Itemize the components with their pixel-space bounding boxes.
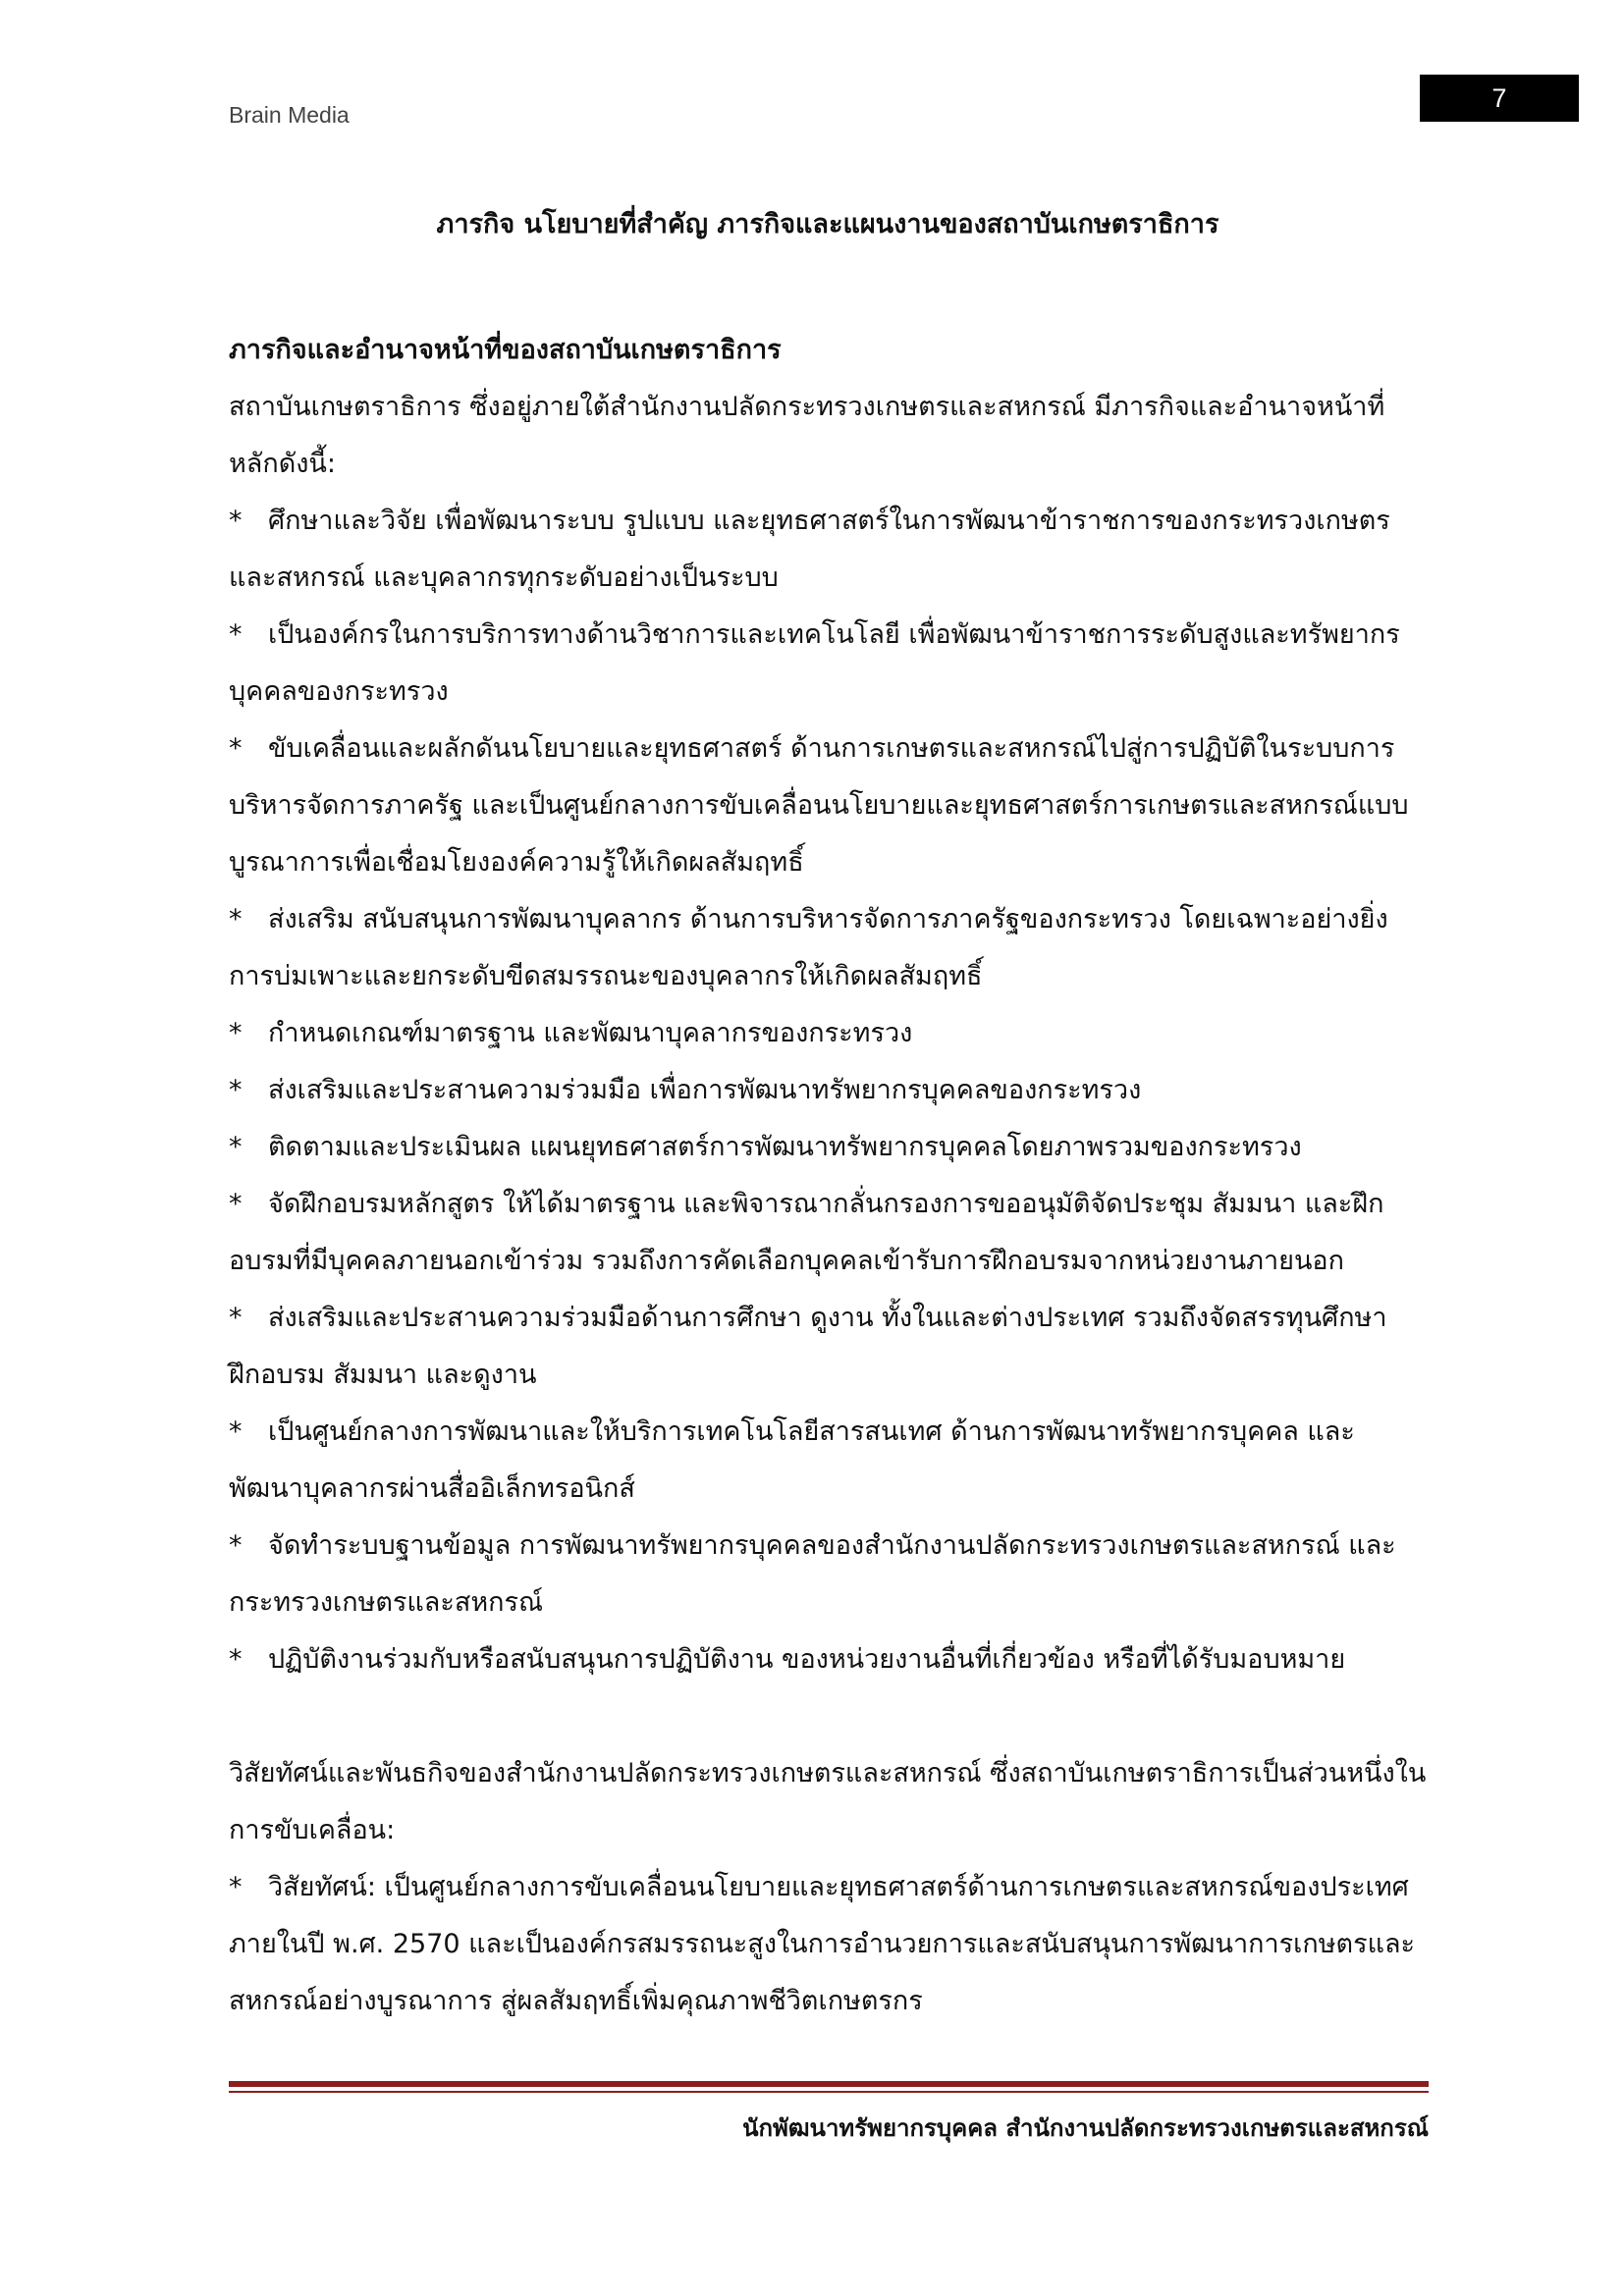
page-number-box <box>1420 75 1579 122</box>
list-item-text: กำหนดเกณฑ์มาตรฐาน และพัฒนาบุคลากรของกระทรวง <box>268 1018 913 1048</box>
list-item-text: จัดฝึกอบรมหลักสูตร ให้ได้มาตรฐาน และพิจารณากลั่นกรองการขออนุมัติจัดประชุม สัมมนา และฝึกอบรมที่มีบุคคลภายนอกเข้าร่วม รวมถึงการคัดเลือกบุคคลเข้ารับการฝึกอบรมจากหน่วยงานภายนอก <box>229 1189 1384 1276</box>
list-item <box>229 1518 1427 1631</box>
list-item <box>229 1859 1427 2030</box>
bullet-star: * <box>229 733 243 764</box>
list-item <box>229 1062 1427 1119</box>
list-item <box>229 1631 1427 1688</box>
list-item-text: เป็นศูนย์กลางการพัฒนาและให้บริการเทคโนโลยีสารสนเทศ ด้านการพัฒนาทรัพยากรบุคคล และพัฒนาบุคลากรผ่านสื่ออิเล็กทรอนิกส์ <box>229 1416 1355 1504</box>
list-item <box>229 1404 1427 1518</box>
brand-name: Brain Media <box>229 102 350 128</box>
list-item-text: ศึกษาและวิจัย เพื่อพัฒนาระบบ รูปแบบ และยุทธศาสตร์ในการพัฒนาข้าราชการของกระทรวงเกษตรและสหกรณ์ และบุคลากรทุกระดับอย่างเป็นระบบ <box>229 506 1390 593</box>
vision-intro: วิสัยทัศน์และพันธกิจของสำนักงานปลัดกระทรวงเกษตรและสหกรณ์ ซึ่งสถาบันเกษตราธิการเป็นส่วนหนึ่งในการขับเคลื่อน: <box>229 1758 1427 1845</box>
bullet-star: * <box>229 1872 243 1902</box>
document-title: ภารกิจ นโยบายที่สำคัญ ภารกิจและแผนงานของสถาบันเกษตราธิการ <box>436 209 1219 240</box>
bullet-star: * <box>229 1416 243 1447</box>
footer-text: นักพัฒนาทรัพยากรบุคคล สำนักงานปลัดกระทรวงเกษตรและสหกรณ์ <box>742 2113 1429 2142</box>
bullet-star: * <box>229 1189 243 1219</box>
list-item-text: จัดทำระบบฐานข้อมูล การพัฒนาทรัพยากรบุคคลของสำนักงานปลัดกระทรวงเกษตรและสหกรณ์ และกระทรวงเกษตรและสหกรณ์ <box>229 1530 1396 1618</box>
bullet-star: * <box>229 1303 243 1333</box>
list-item <box>229 1176 1427 1290</box>
section-heading: ภารกิจและอำนาจหน้าที่ของสถาบันเกษตราธิการ <box>229 335 782 365</box>
list-item <box>229 1290 1427 1404</box>
list-item-text: ส่งเสริม สนับสนุนการพัฒนาบุคลากร ด้านการบริหารจัดการภาครัฐของกระทรวง โดยเฉพาะอย่างยิ่งการบ่มเพาะและยกระดับขีดสมรรถนะของบุคลากรให้เกิดผลสัมฤทธิ์ <box>229 904 1388 991</box>
bullet-star: * <box>229 1530 243 1561</box>
list-item <box>229 721 1427 891</box>
bullet-star: * <box>229 1075 243 1105</box>
list-item <box>229 1005 1427 1062</box>
section-intro: สถาบันเกษตราธิการ ซึ่งอยู่ภายใต้สำนักงานปลัดกระทรวงเกษตรและสหกรณ์ มีภารกิจและอำนาจหน้าที่หลักดังนี้: <box>229 392 1385 479</box>
list-item-text: เป็นองค์กรในการบริการทางด้านวิชาการและเทคโนโลยี เพื่อพัฒนาข้าราชการระดับสูงและทรัพยากรบุคคลของกระทรวง <box>229 619 1400 707</box>
bullet-star: * <box>229 506 243 536</box>
duties-list <box>229 493 1427 1688</box>
list-item <box>229 891 1427 1005</box>
section-spacer <box>229 1688 1427 1745</box>
bullet-star: * <box>229 1132 243 1162</box>
list-item-text: ส่งเสริมและประสานความร่วมมือ เพื่อการพัฒนาทรัพยากรบุคคลของกระทรวง <box>268 1075 1142 1105</box>
list-item-text: ติดตามและประเมินผล แผนยุทธศาสตร์การพัฒนาทรัพยากรบุคคลโดยภาพรวมของกระทรวง <box>268 1132 1302 1162</box>
bullet-star: * <box>229 904 243 934</box>
list-item-text: วิสัยทัศน์: เป็นศูนย์กลางการขับเคลื่อนนโยบายและยุทธศาสตร์ด้านการเกษตรและสหกรณ์ของประเทศภายในปี พ.ศ. 2570 และเป็นองค์กรสมรรถนะสูงในการอำนวยการและสนับสนุนการพัฒนาการเกษตรและสหกรณ์อย่างบูรณาการ สู่ผลสัมฤทธิ์เพิ่มคุณภาพชีวิตเกษตรกร <box>229 1872 1416 2016</box>
bullet-star: * <box>229 1644 243 1675</box>
vision-list <box>229 1859 1427 2030</box>
list-item-text: ส่งเสริมและประสานความร่วมมือด้านการศึกษา ดูงาน ทั้งในและต่างประเทศ รวมถึงจัดสรรทุนศึกษา ฝึกอบรม สัมมนา และดูงาน <box>229 1303 1387 1390</box>
list-item-text: ขับเคลื่อนและผลักดันนโยบายและยุทธศาสตร์ ด้านการเกษตรและสหกรณ์ไปสู่การปฏิบัติในระบบการบริหารจัดการภาครัฐ และเป็นศูนย์กลางการขับเคลื่อนนโยบายและยุทธศาสตร์การเกษตรและสหกรณ์แบบบูรณาการเพื่อเชื่อมโยงองค์ความรู้ให้เกิดผลสัมฤทธิ์ <box>229 733 1409 878</box>
page-number: 7 <box>1491 82 1507 113</box>
list-item <box>229 1119 1427 1176</box>
list-item <box>229 607 1427 721</box>
footer-rule-thin <box>229 2091 1429 2093</box>
list-item <box>229 493 1427 607</box>
page-content <box>229 196 1427 2030</box>
bullet-star: * <box>229 619 243 650</box>
footer-rule-thick <box>229 2081 1429 2087</box>
bullet-star: * <box>229 1018 243 1048</box>
list-item-text: ปฏิบัติงานร่วมกับหรือสนับสนุนการปฏิบัติงาน ของหน่วยงานอื่นที่เกี่ยวข้อง หรือที่ได้รับมอบหมาย <box>268 1644 1346 1675</box>
